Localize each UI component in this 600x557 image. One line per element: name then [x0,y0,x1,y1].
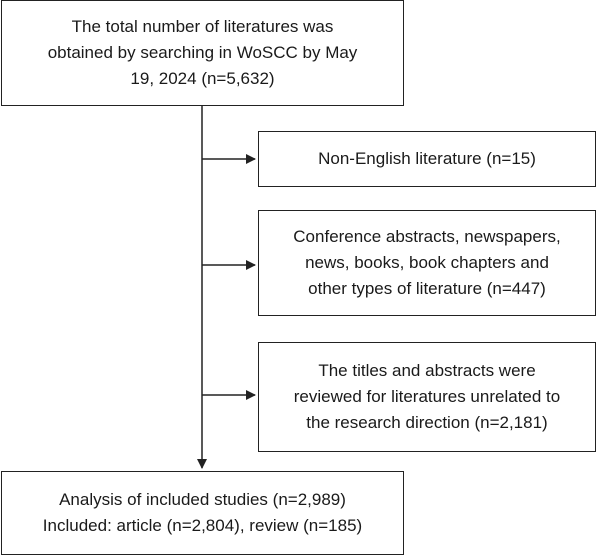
search-results-text: The total number of literatures was obtained by searching in WoSCC by May 19, 2024 (n=5,632) [47,17,358,88]
included-studies-box [1,471,404,555]
exclusion-text-other-types: Conference abstracts, newspapers, news, books, book chapters and other types of literature (n=447) [293,227,561,298]
exclusion-text-non-english: Non-English literature (n=15) [318,149,536,168]
exclusion-box-non-english [258,131,596,187]
exclusion-box-unrelated [258,342,596,452]
exclusion-box-other-types [258,210,596,316]
search-results-box [1,0,404,106]
included-studies-text: Analysis of included studies (n=2,989) Included: article (n=2,804), review (n=185) [42,490,363,535]
exclusion-text-unrelated: The titles and abstracts were reviewed for literatures unrelated to the research direction (n=2,181) [293,361,561,432]
